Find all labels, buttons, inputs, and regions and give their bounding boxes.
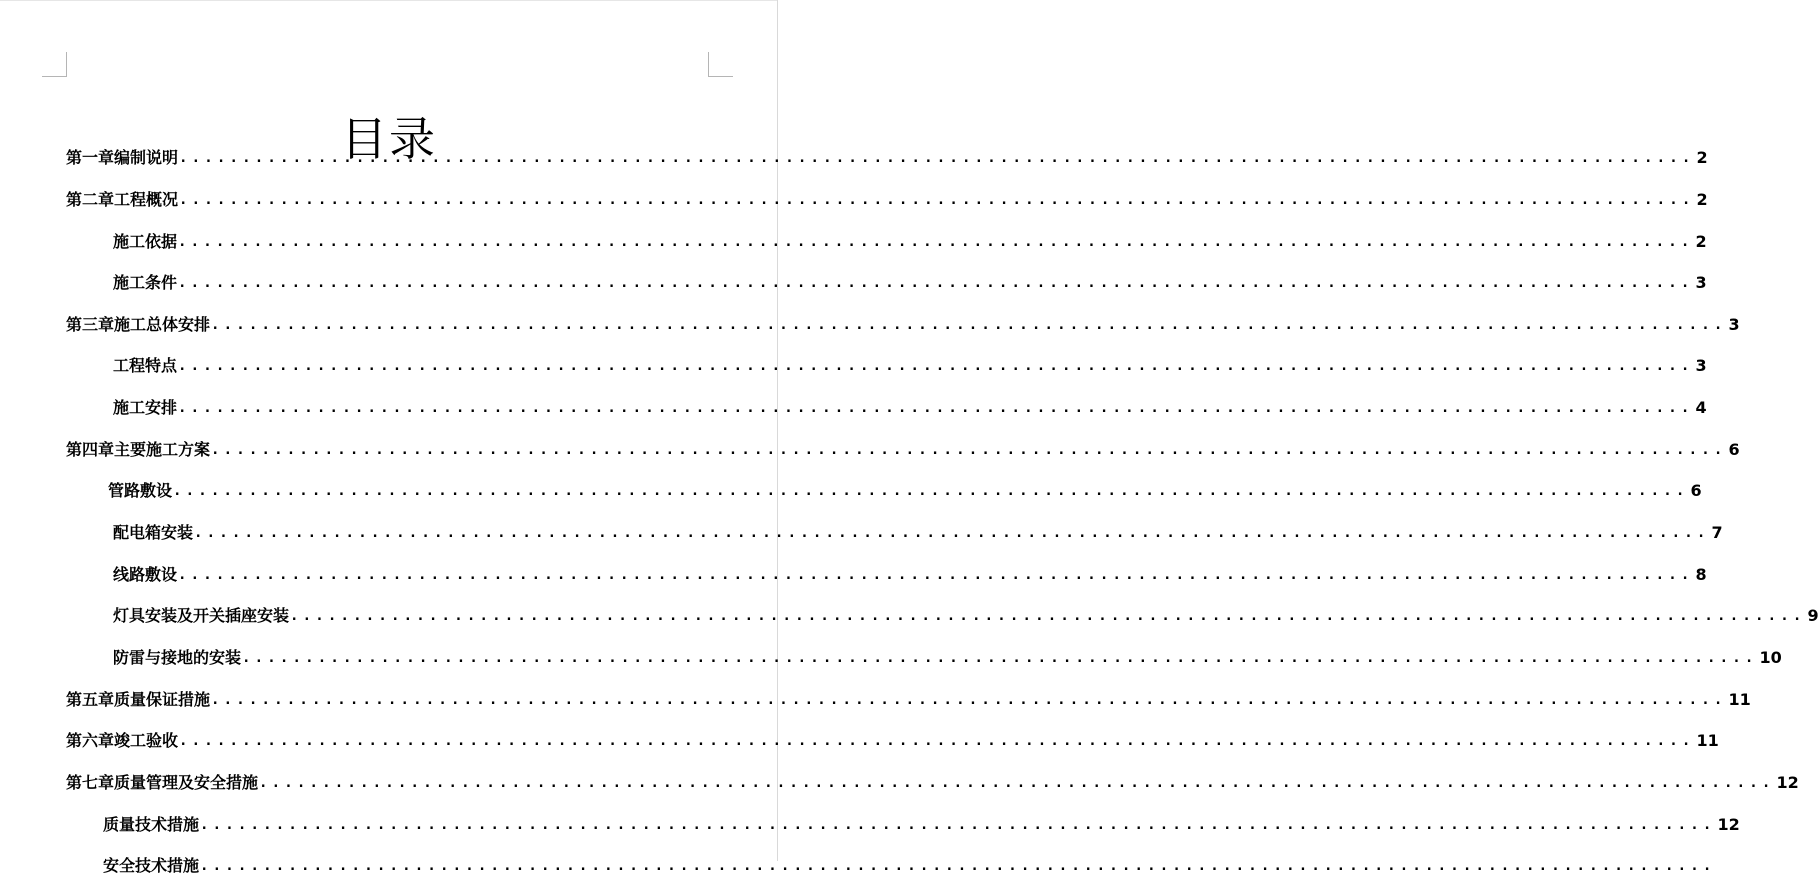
toc-entry[interactable] [113, 350, 1707, 382]
toc-entry[interactable] [66, 434, 1740, 466]
toc-dot-leader: ........................................................................................................................ [211, 442, 1727, 458]
toc-entry-label: 安全技术措施 [103, 856, 200, 875]
toc-entry-label: 工程特点 [113, 356, 178, 375]
toc-entry-page-number: 11 [1696, 731, 1719, 750]
toc-dot-leader: ........................................................................................................................ [179, 150, 1695, 166]
toc-entry-page-number: 3 [1695, 273, 1707, 292]
document-title: 目录 [341, 111, 437, 166]
toc-entry-page-number: 7 [1711, 523, 1723, 542]
toc-entry-page-number: 9 [1807, 606, 1819, 625]
toc-entry[interactable] [108, 475, 1702, 507]
toc-dot-leader: ........................................................................................................................ [242, 650, 1758, 666]
toc-entry-page-number: 11 [1728, 690, 1751, 709]
toc-entry-label: 灯具安装及开关插座安装 [113, 606, 290, 625]
crop-mark-top-left [42, 52, 67, 77]
toc-entry-label: 质量技术措施 [103, 815, 200, 834]
toc-entry-page-number: 6 [1728, 440, 1740, 459]
toc-entry[interactable] [103, 850, 1716, 882]
toc-entry[interactable] [66, 767, 1799, 799]
toc-entry-label: 防雷与接地的安装 [113, 648, 242, 667]
toc-entry-label: 第七章质量管理及安全措施 [66, 773, 259, 792]
toc-entry[interactable] [66, 684, 1751, 716]
toc-dot-leader: ........................................................................................................................ [194, 525, 1710, 541]
toc-entry-label: 第六章竣工验收 [66, 731, 179, 750]
toc-entry-page-number: 2 [1695, 232, 1707, 251]
toc-entry[interactable] [113, 559, 1707, 591]
crop-mark-top-right [708, 52, 733, 77]
toc-entry[interactable] [66, 184, 1708, 216]
toc-dot-leader: ........................................................................................................................ [200, 858, 1716, 874]
toc-entry-label: 第一章编制说明 [66, 148, 179, 167]
toc-dot-leader: ........................................................................................................................ [178, 567, 1694, 583]
toc-dot-leader: ........................................................................................................................ [178, 358, 1694, 374]
toc-entry-page-number: 4 [1695, 398, 1707, 417]
toc-entry-page-number: 8 [1695, 565, 1707, 584]
toc-entry[interactable] [103, 809, 1740, 841]
toc-entry-label: 第五章质量保证措施 [66, 690, 211, 709]
toc-entry-page-number: 12 [1776, 773, 1799, 792]
toc-entry-label: 施工条件 [113, 273, 178, 292]
toc-entry[interactable] [113, 267, 1707, 299]
toc-entry-label: 第二章工程概况 [66, 190, 179, 209]
toc-entry-label: 施工依据 [113, 232, 178, 251]
toc-entry-page-number: 10 [1759, 648, 1782, 667]
toc-entry-label: 第四章主要施工方案 [66, 440, 211, 459]
toc-entry[interactable] [113, 600, 1819, 632]
toc-dot-leader: ........................................................................................................................ [290, 608, 1806, 624]
toc-entry[interactable] [113, 392, 1707, 424]
toc-entry[interactable] [113, 642, 1782, 674]
toc-dot-leader: ........................................................................................................................ [178, 400, 1694, 416]
toc-entry-page-number: 2 [1696, 148, 1708, 167]
toc-entry-page-number: 3 [1728, 315, 1740, 334]
toc-entry-page-number: 6 [1690, 481, 1702, 500]
toc-entry-label: 施工安排 [113, 398, 178, 417]
toc-entry-page-number: 2 [1696, 190, 1708, 209]
toc-entry-label: 配电箱安装 [113, 523, 194, 542]
toc-dot-leader: ........................................................................................................................ [179, 733, 1695, 749]
toc-entry[interactable] [113, 226, 1707, 258]
toc-entry-label: 管路敷设 [108, 481, 173, 500]
toc-dot-leader: ........................................................................................................................ [173, 483, 1689, 499]
toc-dot-leader: ........................................................................................................................ [178, 275, 1694, 291]
toc-entry-label: 线路敷设 [113, 565, 178, 584]
toc-entry-page-number: 3 [1695, 356, 1707, 375]
toc-dot-leader: ........................................................................................................................ [178, 234, 1694, 250]
toc-dot-leader: ........................................................................................................................ [211, 692, 1727, 708]
toc-entry[interactable] [113, 517, 1723, 549]
toc-entry-label: 第三章施工总体安排 [66, 315, 211, 334]
toc-entry[interactable] [66, 309, 1740, 341]
toc-dot-leader: ........................................................................................................................ [179, 192, 1695, 208]
toc-entry[interactable] [66, 142, 1708, 174]
toc-dot-leader: ........................................................................................................................ [259, 775, 1775, 791]
toc-entry[interactable] [66, 725, 1719, 757]
toc-entry-page-number: 12 [1717, 815, 1740, 834]
toc-dot-leader: ........................................................................................................................ [211, 317, 1727, 333]
toc-dot-leader: ........................................................................................................................ [200, 817, 1716, 833]
page-top-border [0, 0, 778, 1]
